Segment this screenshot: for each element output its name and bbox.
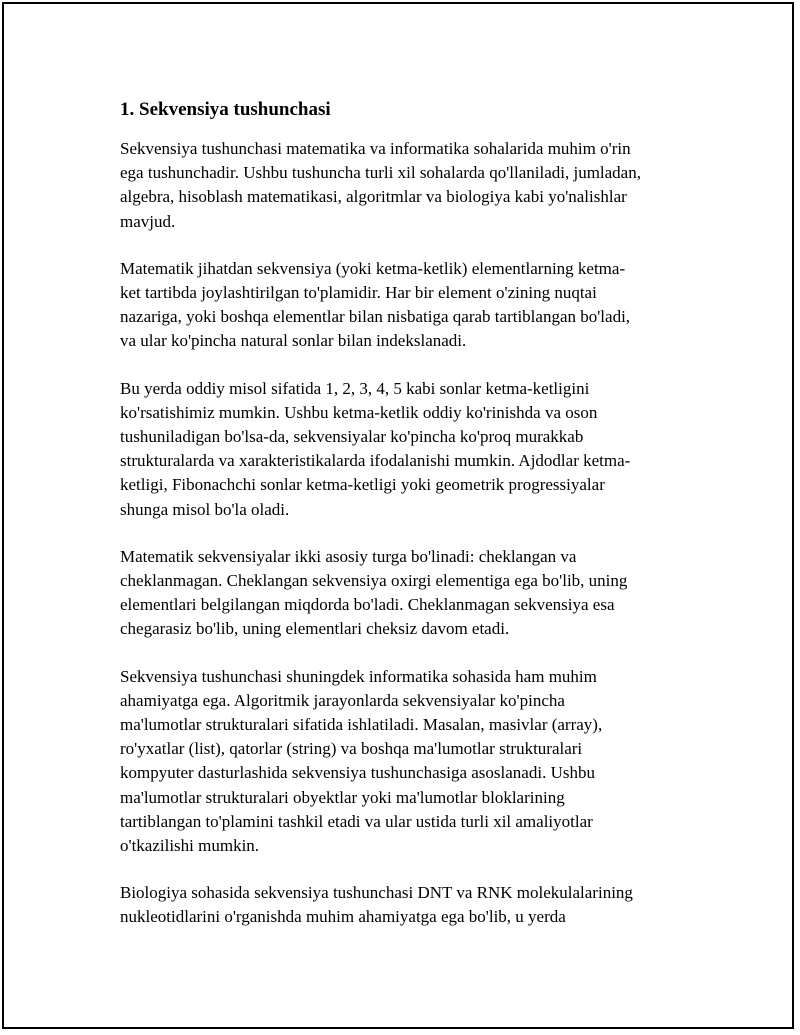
paragraph-4 <box>120 545 680 642</box>
text-line: ko'rsatishimiz mumkin. Ushbu ketma-ketlik oddiy ko'rinishda va oson <box>120 402 598 422</box>
text-line: kompyuter dasturlashida sekvensiya tushunchasiga asoslanadi. Ushbu <box>120 763 595 783</box>
paragraph-6 <box>120 881 680 929</box>
text-line: Sekvensiya tushunchasi matematika va informatika sohalarida muhim o'rin <box>120 139 631 158</box>
text-line: ma'lumotlar strukturalari sifatida ishlatiladi. Masalan, masivlar (array), <box>120 715 603 735</box>
text-line: nukleotidlarini o'rganishda muhim ahamiyatga ega bo'lib, u yerda <box>120 907 566 927</box>
text-line: ahamiyatga ega. Algoritmik jarayonlarda sekvensiyalar ko'pincha <box>120 690 565 710</box>
section-heading: 1. Sekvensiya tushunchasi <box>120 99 331 120</box>
text-line: ket tartibda joylashtirilgan to'plamidir. Har bir element o'zining nuqtai <box>120 283 597 303</box>
text-line: mavjud. <box>120 211 176 231</box>
text-line: ro'yxatlar (list), qatorlar (string) va boshqa ma'lumotlar strukturalari <box>120 739 583 759</box>
text-line: ega tushunchadir. Ushbu tushuncha turli xil sohalarda qo'llaniladi, jumladan, <box>120 163 641 183</box>
text-line: nazariga, yoki boshqa elementlar bilan nisbatiga qarab tartiblangan bo'ladi, <box>120 307 631 327</box>
text-line: Bu yerda oddiy misol sifatida 1, 2, 3, 4, 5 kabi sonlar ketma-ketligini <box>120 378 590 398</box>
text-line: ma'lumotlar strukturalari obyektlar yoki ma'lumotlar bloklarining <box>120 787 565 807</box>
paragraph-3 <box>120 377 680 522</box>
text-line: ketligi, Fibonachchi sonlar ketma-ketligi yoki geometrik progressiyalar <box>120 475 605 495</box>
text-line: Matematik sekvensiyalar ikki asosiy turga bo'linadi: cheklangan va <box>120 546 577 566</box>
text-line: tartiblangan to'plamini tashkil etadi va ular ustida turli xil amaliyotlar <box>120 811 593 831</box>
text-line: strukturalarda va xarakteristikalarda ifodalanishi mumkin. Ajdodlar ketma- <box>120 451 631 471</box>
text-line: o'tkazilishi mumkin. <box>120 836 260 856</box>
paragraph-5 <box>120 665 680 859</box>
text-line: cheklanmagan. Cheklangan sekvensiya oxirgi elementiga ega bo'lib, uning <box>120 571 628 591</box>
text-line: shunga misol bo'la oladi. <box>120 499 290 519</box>
text-line: Biologiya sohasida sekvensiya tushunchasi DNT va RNK molekulalarining <box>120 883 633 903</box>
document-content <box>120 97 680 953</box>
text-line: Sekvensiya tushunchasi shuningdek informatika sohasida ham muhim <box>120 666 597 686</box>
text-line: tushuniladigan bo'lsa-da, sekvensiyalar ko'pincha ko'proq murakkab <box>120 427 584 447</box>
text-line: va ular ko'pincha natural sonlar bilan indekslanadi. <box>120 331 467 351</box>
text-line: Matematik jihatdan sekvensiya (yoki ketma-ketlik) elementlarning ketma- <box>120 258 626 278</box>
paragraph-1 <box>120 137 680 234</box>
document-page <box>2 2 794 1029</box>
text-line: elementlari belgilangan miqdorda bo'ladi. Cheklanmagan sekvensiya esa <box>120 595 615 615</box>
paragraph-2 <box>120 257 680 354</box>
text-line: algebra, hisoblash matematikasi, algoritmlar va biologiya kabi yo'nalishlar <box>120 187 627 207</box>
text-line: chegarasiz bo'lib, uning elementlari cheksiz davom etadi. <box>120 619 510 639</box>
